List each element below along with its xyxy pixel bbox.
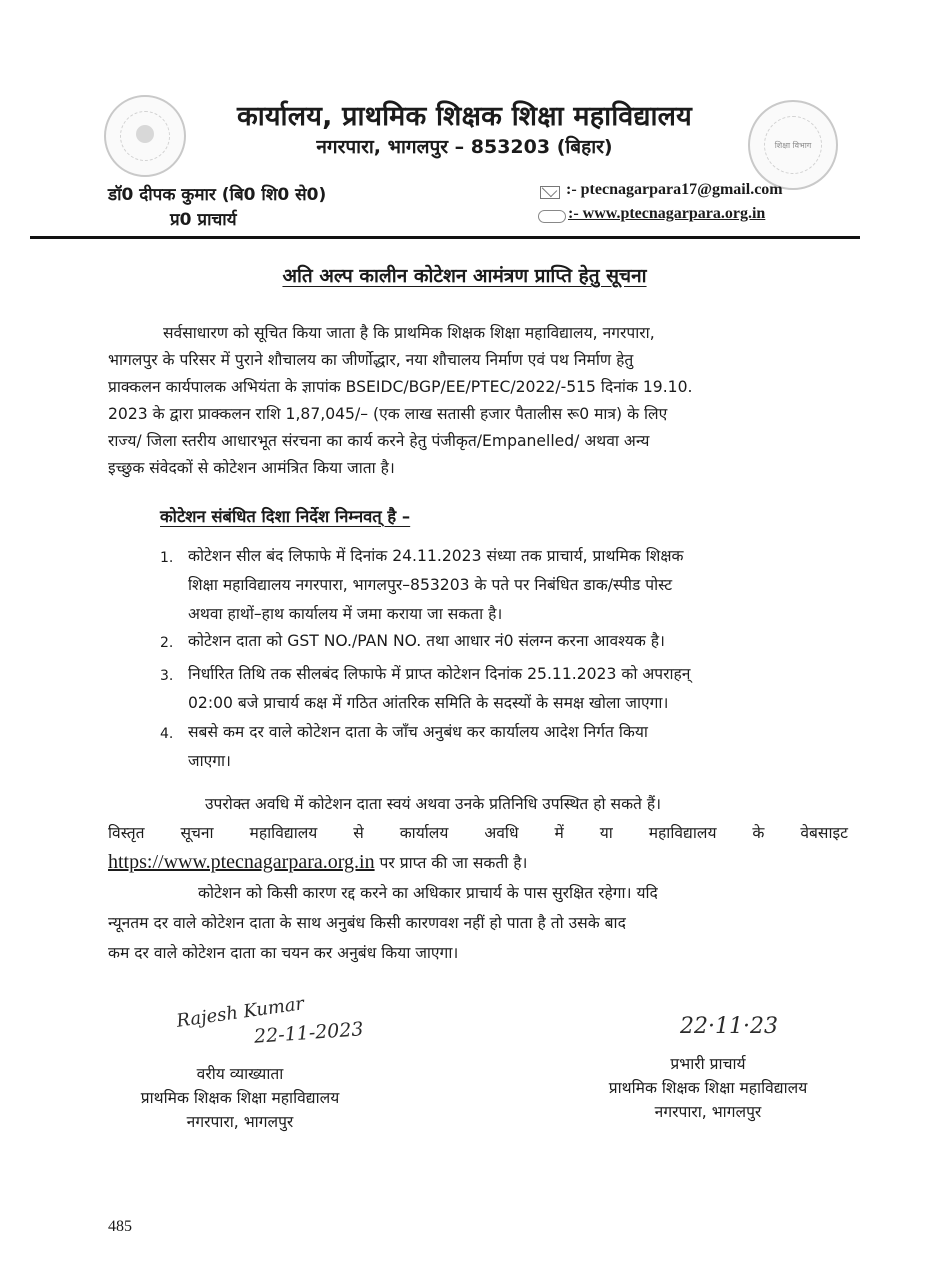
closing-line: विस्तृत सूचना महाविद्यालय से कार्यालय अवधि में या महाविद्यालय के वेबसाइट <box>108 824 848 842</box>
right-place: नगरपारा, भागलपुर <box>654 1103 762 1121</box>
intro-line: इच्छुक संवेदकों से कोटेशन आमंत्रित किया जाता है। <box>108 459 395 477</box>
closing-paragraph-1 <box>108 790 848 878</box>
left-designation: वरीय व्याख्याता <box>196 1065 284 1083</box>
website-link[interactable]: https://www.ptecnagarpara.org.in <box>108 851 375 873</box>
item-line: निर्धारित तिथि तक सीलबंद लिफाफे में प्राप्त कोटेशन दिनांक 25.11.2023 को अपराहन् <box>188 665 691 683</box>
closing-line: उपरोक्त अवधि में कोटेशन दाता स्वयं अथवा उनके प्रतिनिधि उपस्थित हो सकते हैं। <box>205 795 662 813</box>
item-number: 1. <box>160 550 174 566</box>
notice-heading: अति अल्प कालीन कोटेशन आमंत्रण प्राप्ति हेतु सूचना <box>282 265 647 287</box>
page-number: 485 <box>108 1218 132 1235</box>
mail-icon <box>540 186 560 199</box>
item-line: जाएगा। <box>188 752 231 770</box>
website-address: :- www.ptecnagarpara.org.in <box>568 205 766 222</box>
guideline-item-4 <box>160 718 850 776</box>
left-signature-date: 22-11-2023 <box>253 1018 365 1048</box>
closing-line: न्यूनतम दर वाले कोटेशन दाता के साथ अनुबंध किसी कारणवश नहीं हो पाता है तो उसके बाद <box>108 914 626 932</box>
right-designation: प्रभारी प्राचार्य <box>670 1055 746 1073</box>
principal-name: डॉ0 दीपक कुमार (बि0 शि0 से0) <box>108 185 327 205</box>
email-address: :- ptecnagarpara17@gmail.com <box>566 181 783 198</box>
seal-text: शिक्षा विभाग <box>774 140 812 150</box>
item-number: 2. <box>160 635 174 651</box>
web-icon <box>538 210 566 223</box>
right-signatory-block <box>568 1052 848 1124</box>
item-line: अथवा हाथों–हाथ कार्यालय में जमा कराया जा सकता है। <box>188 605 503 623</box>
right-signature: 22·11·23 <box>680 1014 778 1039</box>
left-organization: प्राथमिक शिक्षक शिक्षा महाविद्यालय <box>140 1089 340 1107</box>
left-signature-name: Rajesh Kumar <box>175 993 306 1032</box>
principal-title: प्र0 प्राचार्य <box>170 210 237 230</box>
office-title: कार्यालय, प्राथमिक शिक्षक शिक्षा महाविद्यालय <box>236 101 693 132</box>
closing-line: कम दर वाले कोटेशन दाता का चयन कर अनुबंध किया जाएगा। <box>108 944 459 962</box>
header-divider <box>30 236 860 239</box>
intro-line: राज्य/ जिला स्तरीय आधारभूत संरचना का कार्य करने हेतु पंजीकृत/Empanelled/ अथवा अन्य <box>108 432 650 450</box>
item-line: कोटेशन सील बंद लिफाफे में दिनांक 24.11.2023 संध्या तक प्राचार्य, प्राथमिक शिक्षक <box>188 547 684 565</box>
office-address: नगरपारा, भागलपुर – 853203 (बिहार) <box>316 136 613 158</box>
right-organization: प्राथमिक शिक्षक शिक्षा महाविद्यालय <box>608 1079 808 1097</box>
intro-line: 2023 के द्वारा प्राक्कलन राशि 1,87,045/– (एक लाख सतासी हजार पैतालीस रू0 मात्र) के लिए <box>108 405 668 423</box>
intro-line: सर्वसाधारण को सूचित किया जाता है कि प्राथमिक शिक्षक शिक्षा महाविद्यालय, नगरपारा, <box>163 324 655 342</box>
left-signatory-block <box>100 1062 380 1134</box>
closing-line: कोटेशन को किसी कारण रद्द करने का अधिकार प्राचार्य के पास सुरक्षित रहेगा। यदि <box>198 884 658 902</box>
intro-line: प्राक्कलन कार्यपालक अभियंता के ज्ञापांक BSEIDC/BGP/EE/PTEC/2022/-515 दिनांक 19.10. <box>108 378 693 396</box>
item-line: शिक्षा महाविद्यालय नगरपारा, भागलपुर–853203 के पते पर निबंधित डाक/स्पीड पोस्ट <box>188 576 673 594</box>
intro-paragraph <box>108 320 848 482</box>
item-line: सबसे कम दर वाले कोटेशन दाता के जाँच अनुबंध कर कार्यालय आदेश निर्गत किया <box>188 723 648 741</box>
item-number: 3. <box>160 668 174 684</box>
closing-paragraph-2 <box>108 878 848 968</box>
closing-line: https://www.ptecnagarpara.org.in पर प्राप्त की जा सकती है। <box>108 851 528 873</box>
guideline-item-2 <box>160 627 850 656</box>
guidelines-heading: कोटेशन संबंधित दिशा निर्देश निम्नवत् है – <box>160 507 411 526</box>
guideline-item-1 <box>160 542 850 629</box>
guideline-item-3 <box>160 660 850 718</box>
item-line: कोटेशन दाता को GST NO./PAN NO. तथा आधार नं0 संलग्न करना आवश्यक है। <box>188 632 665 650</box>
intro-line: भागलपुर के परिसर में पुराने शौचालय का जीर्णोद्धार, नया शौचालय निर्माण एवं पथ निर्माण हेतु <box>108 351 634 369</box>
left-place: नगरपारा, भागलपुर <box>186 1113 294 1131</box>
item-number: 4. <box>160 726 174 742</box>
item-line: 02:00 बजे प्राचार्य कक्ष में गठित आंतरिक समिति के सदस्यों के समक्ष खोला जाएगा। <box>188 694 669 712</box>
